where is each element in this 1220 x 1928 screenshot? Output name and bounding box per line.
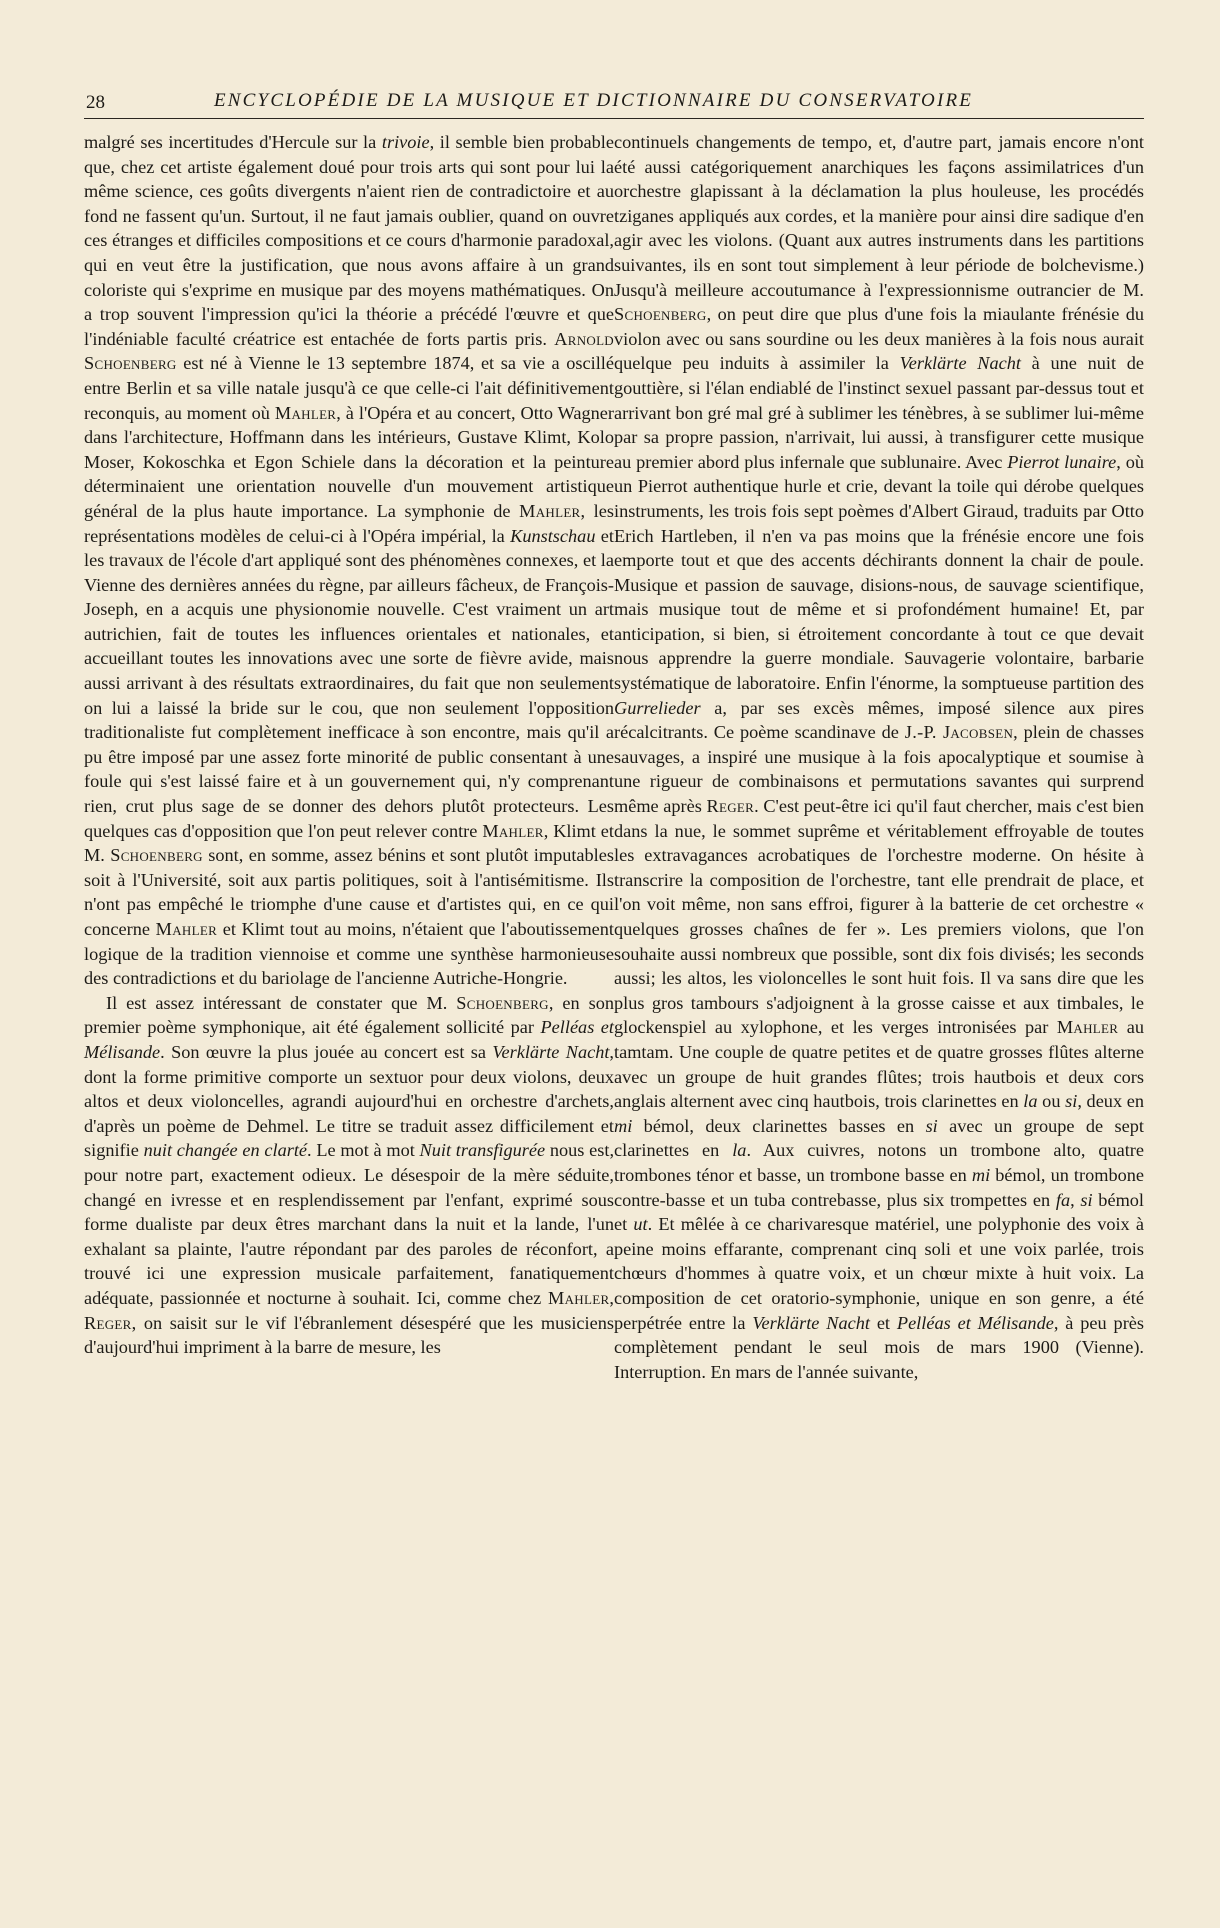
paragraph: malgré ses incertitudes d'Hercule sur la trivoie, il semble bien probable que, chez cet artiste également doué pour trois arts qui sont pour lui la même science, ces goûts divergents n'aient rien de contradictoire et au fond ne fassent qu'un. Surtout, il ne faut jamais oublier, quand on ouvre ces étranges et difficiles compositions et ce cours d'harmonie paradoxal, qui en veut être la justification, que nous avons affaire à un grand coloriste qui s'exprime en musique par des moyens mathématiques. On a trop souvent l'impression qu'ici la théorie a précédé l'œuvre et que l'indéniable faculté créatrice est entachée de forts partis pris. Arnold Schoenberg est né à Vienne le 13 septembre 1874, et sa vie a oscillé entre Berlin et sa ville natale jusqu'à ce que celle-ci l'ait définitivement reconquis, au moment où Mahler, à l'Opéra et au concert, Otto Wagner dans l'architecture, Hoffmann dans les intérieurs, Gustave Klimt, Kolo Moser, Kokoschka et Egon Schiele dans la décoration et la peinture déterminaient une orientation nouvelle d'un mouvement artistique général de la plus haute importance. La symphonie de Mahler, les représentations modèles de celui-ci à l'Opéra impérial, la Kunstschau et les travaux de l'école d'art appliqué sont des phénomènes connexes, et la Vienne des dernières années du règne, par ailleurs fâcheux, de François-Joseph, en a acquis une physionomie nouvelle. C'est vraiment un art autrichien, fait de toutes les influences orientales et nationales, et accueillant toutes les innovations avec une sorte de fièvre avide, mais aussi arrivant à des résultats extraordinaires, du fait que non seulement on lui a laissé la bride sur le cou, que non seulement l'opposition traditionaliste fut complètement inefficace à son encontre, mais qu'il a pu être imposé par une assez forte minorité de public consentant à une foule qui s'est laissé faire et à un gouvernement qui, n'y comprenant rien, crut plus sage de se donner des dehors plutôt protecteurs. Les quelques cas d'opposition que l'on peut relever contre Mahler, Klimt et M. Schoenberg sont, en somme, assez bénins et sont plutôt imputables soit à l'Université, soit aux partis politiques, soit à l'antisémitisme. Ils n'ont pas empêché le triomphe d'une cause et d'artistes qui, en ce qui concerne Mahler et Klimt tout au moins, n'étaient que l'aboutissement logique de la tradition viennoise et comme une synthèse harmonieuse des contradictions et du bariolage de l'ancienne Autriche-Hongrie. xyxy=(84,132,615,989)
running-title: ENCYCLOPÉDIE DE LA MUSIQUE ET DICTIONNAIRE DU CONSERVATOIRE xyxy=(214,90,974,111)
paragraph: Il est assez intéressant de constater que M. Schoenberg, en son premier poème symphonique, ait été également sollicité par Pelléas et Mélisande. Son œuvre la plus jouée au concert est sa Verklärte Nacht, dont la forme primitive comporte un sextuor pour deux violons, deux altos et deux violoncelles, agrandi aujourd'hui en orchestre d'archets, d'après un poème de Dehmel. Le titre se traduit assez difficilement et signifie nuit changée en clarté. Le mot à mot Nuit transfigurée nous est, pour notre part, exactement odieux. Le désespoir de la mère séduite, changé en ivresse et en resplendissement par l'enfant, exprimé sous forme dualiste par deux êtres marchant dans la nuit et la lande, l'un exhalant sa plainte, l'autre répondant par des paroles de réconfort, a trouvé ici une expression musicale parfaitement, fanatiquement adéquate, passionnée et nocturne à souhait. Ici, comme chez Mahler, Reger, on saisit sur le vif l'ébranlement désespéré que les musiciens d'aujourd'hui impriment à la barre de mesure, les xyxy=(84,992,615,1358)
left-column xyxy=(84,130,614,1360)
right-column xyxy=(614,130,1144,1384)
page-header xyxy=(84,88,1144,119)
paragraph: continuels changements de tempo, et, d'autre part, jamais encore n'ont été aussi catégoriquement anarchiques les façons assimilatrices d'un orchestre glapissant à la déclamation la plus houleuse, les procédés tziganes appliqués aux cordes, et la manière pour ainsi dire sadique d'en agir avec les violons. (Quant aux autres instruments dans les partitions suivantes, ils en sont tout simplement à leur période de bolchevisme.) Jusqu'à meilleure accoutumance à l'expressionnisme outrancier de M. Schoenberg, on peut dire que plus d'une fois la miaulante frénésie du violon avec ou sans sourdine ou les deux manières à la fois nous aurait quelque peu induits à assimiler la Verklärte Nacht à une nuit de gouttière, si l'élan endiablé de l'instinct sexuel passant par-dessus tout et arrivant bon gré mal gré à sublimer les ténèbres, à se sublimer lui-même par sa propre passion, n'arrivait, lui aussi, à transfigurer cette musique au premier abord plus infernale que sublunaire. Avec Pierrot lunaire, où un Pierrot authentique hurle et crie, devant la toile qui dérobe quelques instruments, les trois fois sept poèmes d'Albert Giraud, traduits par Otto Erich Hartleben, il n'en va pas moins que la frénésie encore une fois emporte tout et que des accents déchirants donnent la chair de poule. Musique et passion de sauvage, disions-nous, de sauvage scientifique, mais musique tout de même et si profondément humaine! Et, par anticipation, si bien, si étroitement concordante à tout ce que devait nous apprendre la guerre mondiale. Sauvagerie volontaire, barbarie systématique de laboratoire. Enfin l'énorme, la somptueuse partition des Gurrelieder a, par ses excès mêmes, imposé silence aux pires récalcitrants. Ce poème scandinave de J.-P. Jacobsen, plein de chasses sauvages, a inspiré une musique à la fois apocalyptique et soumise à une rigueur de combinaisons et permutations savantes qui surprend même après Reger. C'est peut-être ici qu'il faut chercher, mais c'est bien dans la nue, le sommet suprême et véritablement effroyable de toutes les extravagances acrobatiques de l'orchestre moderne. On hésite à transcrire la composition de l'orchestre, tant elle prendrait de place, et l'on voit même, non sans effroi, figurer à la batterie de cet orchestre « quelques grosses chaînes de fer ». Les premiers violons, que l'on souhaite aussi nombreux que possible, sont dix fois divisés; les seconds aussi; les altos, les violoncelles le sont huit fois. Il va sans dire que les plus gros tambours s'adjoignent à la grosse caisse et aux timbales, le glockenspiel au xylophone, et les verges intronisées par Mahler au tamtam. Une couple de quatre petites et de quatre grosses flûtes alterne avec un groupe de huit grandes flûtes; trois hautbois et deux cors anglais alternent avec cinq hautbois, trois clarinettes en la ou si, deux en mi bémol, deux clarinettes basses en si avec un groupe de sept clarinettes en la. Aux cuivres, notons un trombone alto, quatre trombones ténor et basse, un trombone basse en mi bémol, un trombone contre-basse et un tuba contrebasse, plus six trompettes en fa, si bémol et ut. Et mêlée à ce charivaresque matériel, une polyphonie des voix à peine moins effarante, comprenant cinq soli et une voix parlée, trois chœurs d'hommes à quatre voix, et un chœur mixte à huit voix. La composition de cet oratorio-symphonie, unique en son genre, a été perpétrée entre la Verklärte Nacht et Pelléas et Mélisande, à peu près complètement pendant le seul mois de mars 1900 (Vienne). Interruption. En mars de l'année suivante, xyxy=(614,132,1145,1382)
page-number: 28 xyxy=(86,92,105,113)
